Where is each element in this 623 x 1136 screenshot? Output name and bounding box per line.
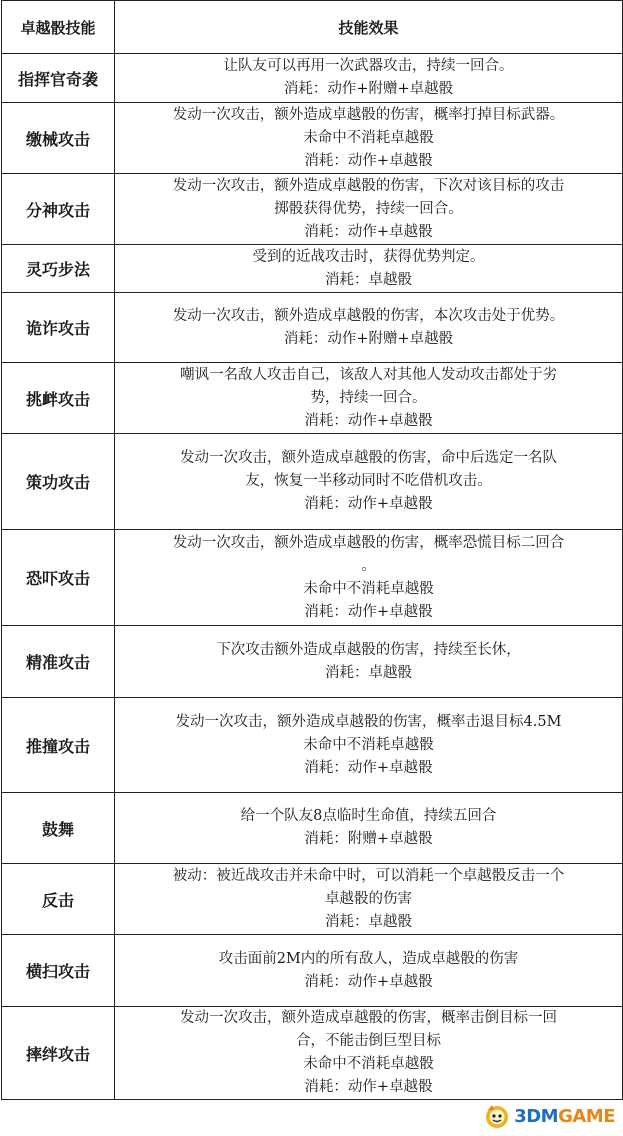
effect-line: 受到的近战攻击时，获得优势判定。 xyxy=(252,248,485,265)
effect-line: 消耗：附赠+卓越骰 xyxy=(304,831,433,847)
skill-name: 反击 xyxy=(2,864,115,935)
skill-name: 摔绊攻击 xyxy=(2,1007,115,1100)
skill-effect xyxy=(115,54,623,103)
skill-effect xyxy=(115,698,623,793)
effect-line: 发动一次攻击，额外造成卓越骰的伤害，概率击退目标4.5M xyxy=(175,713,562,730)
table-row xyxy=(2,793,623,864)
effect-line: 消耗：动作+卓越骰 xyxy=(304,603,433,620)
watermark-brand: 3DM xyxy=(514,1105,559,1127)
table-row xyxy=(2,1007,623,1100)
effect-line: 发动一次攻击，额外造成卓越骰的伤害，概率击倒目标一回 xyxy=(180,1010,557,1026)
table-row xyxy=(2,245,623,293)
watermark-suffix: GAME xyxy=(558,1105,615,1127)
skill-name: 精准攻击 xyxy=(2,626,115,698)
effect-line: 消耗：卓越骰 xyxy=(325,664,412,681)
table-row xyxy=(2,698,623,793)
effect-line: 发动一次攻击，额外造成卓越骰的伤害，本次攻击处于优势。 xyxy=(172,307,565,324)
skill-name: 恐吓攻击 xyxy=(2,530,115,626)
effect-line: 消耗：动作+卓越骰 xyxy=(304,759,433,776)
table-row xyxy=(2,626,623,698)
effect-line: 给一个队友8点临时生命值，持续五回合 xyxy=(240,808,497,824)
effect-line: 消耗：动作+卓越骰 xyxy=(304,1079,433,1095)
table-row xyxy=(2,103,623,174)
skill-name: 灵巧步法 xyxy=(2,245,115,293)
table-row xyxy=(2,363,623,434)
effect-line: 未命中不消耗卓越骰 xyxy=(303,1056,434,1072)
header-skill: 卓越骰技能 xyxy=(2,1,115,54)
effect-line: 未命中不消耗卓越骰 xyxy=(303,580,434,597)
effect-line: 消耗：动作+卓越骰 xyxy=(304,412,433,429)
skill-name: 挑衅攻击 xyxy=(2,363,115,434)
effect-line: 消耗：动作+卓越骰 xyxy=(304,223,433,240)
skill-effect xyxy=(115,363,623,434)
skill-effect xyxy=(115,103,623,174)
effect-line: 未命中不消耗卓越骰 xyxy=(303,129,434,146)
skill-effect xyxy=(115,530,623,626)
skills-table xyxy=(1,0,623,1100)
effect-line: 嘲讽一名敌人攻击自己，该敌人对其他人发动攻击都处于劣 xyxy=(180,366,557,383)
effect-line: 消耗：动作+附赠+卓越骰 xyxy=(283,81,454,97)
effect-line: 消耗：动作+卓越骰 xyxy=(304,152,433,169)
table-row xyxy=(2,293,623,363)
effect-line: 发动一次攻击，额外造成卓越骰的伤害，概率恐慌目标二回合 xyxy=(172,534,565,551)
effect-line: 发动一次攻击，额外造成卓越骰的伤害，下次对该目标的攻击 xyxy=(172,177,565,194)
3dm-mascot-icon xyxy=(483,1102,511,1130)
effect-line: 下次攻击额外造成卓越骰的伤害，持续至长休， xyxy=(216,641,521,658)
skill-effect xyxy=(115,434,623,530)
skill-effect xyxy=(115,864,623,935)
header-effect: 技能效果 xyxy=(115,1,623,54)
effect-line: 。 xyxy=(361,557,376,574)
skill-effect xyxy=(115,1007,623,1100)
skill-effect xyxy=(115,293,623,363)
effect-line: 消耗：动作+卓越骰 xyxy=(304,973,433,990)
skill-name: 缴械攻击 xyxy=(2,103,115,174)
effect-line: 消耗：卓越骰 xyxy=(325,271,412,288)
skill-name: 推撞攻击 xyxy=(2,698,115,793)
watermark xyxy=(483,1102,615,1130)
skill-name: 指挥官奇袭 xyxy=(2,54,115,103)
skill-name: 鼓舞 xyxy=(2,793,115,864)
skill-name: 横扫攻击 xyxy=(2,935,115,1007)
skill-effect xyxy=(115,245,623,293)
effect-line: 势，持续一回合。 xyxy=(310,389,427,406)
table-row xyxy=(2,54,623,103)
skill-name: 分神攻击 xyxy=(2,174,115,245)
effect-line: 友，恢复一半移动同时不吃借机攻击。 xyxy=(245,473,492,489)
effect-line: 掷骰获得优势，持续一回合。 xyxy=(274,200,463,217)
effect-line: 未命中不消耗卓越骰 xyxy=(303,736,434,753)
effect-line: 消耗：动作+卓越骰 xyxy=(304,496,433,512)
effect-line: 被动：被近战攻击并未命中时，可以消耗一个卓越骰反击一个 xyxy=(172,867,565,884)
effect-line: 发动一次攻击，额外造成卓越骰的伤害，命中后选定一名队 xyxy=(180,450,557,466)
skill-effect xyxy=(115,935,623,1007)
effect-line: 卓越骰的伤害 xyxy=(325,890,412,907)
effect-line: 合，不能击倒巨型目标 xyxy=(296,1033,441,1049)
skill-name: 诡诈攻击 xyxy=(2,293,115,363)
effect-line: 消耗：卓越骰 xyxy=(325,913,412,930)
skill-effect xyxy=(115,793,623,864)
effect-line: 让队友可以再用一次武器攻击，持续一回合。 xyxy=(223,58,514,74)
table-row xyxy=(2,935,623,1007)
table-row xyxy=(2,434,623,530)
skill-effect xyxy=(115,174,623,245)
table-row xyxy=(2,530,623,626)
table-row xyxy=(2,864,623,935)
effect-line: 发动一次攻击，额外造成卓越骰的伤害，概率打掉目标武器。 xyxy=(172,106,565,123)
header-row xyxy=(2,1,623,54)
skill-effect xyxy=(115,626,623,698)
effect-line: 攻击面前2M内的所有敌人，造成卓越骰的伤害 xyxy=(218,950,519,967)
table-row xyxy=(2,174,623,245)
effect-line: 消耗：动作+附赠+卓越骰 xyxy=(283,330,454,347)
skill-name: 策功攻击 xyxy=(2,434,115,530)
